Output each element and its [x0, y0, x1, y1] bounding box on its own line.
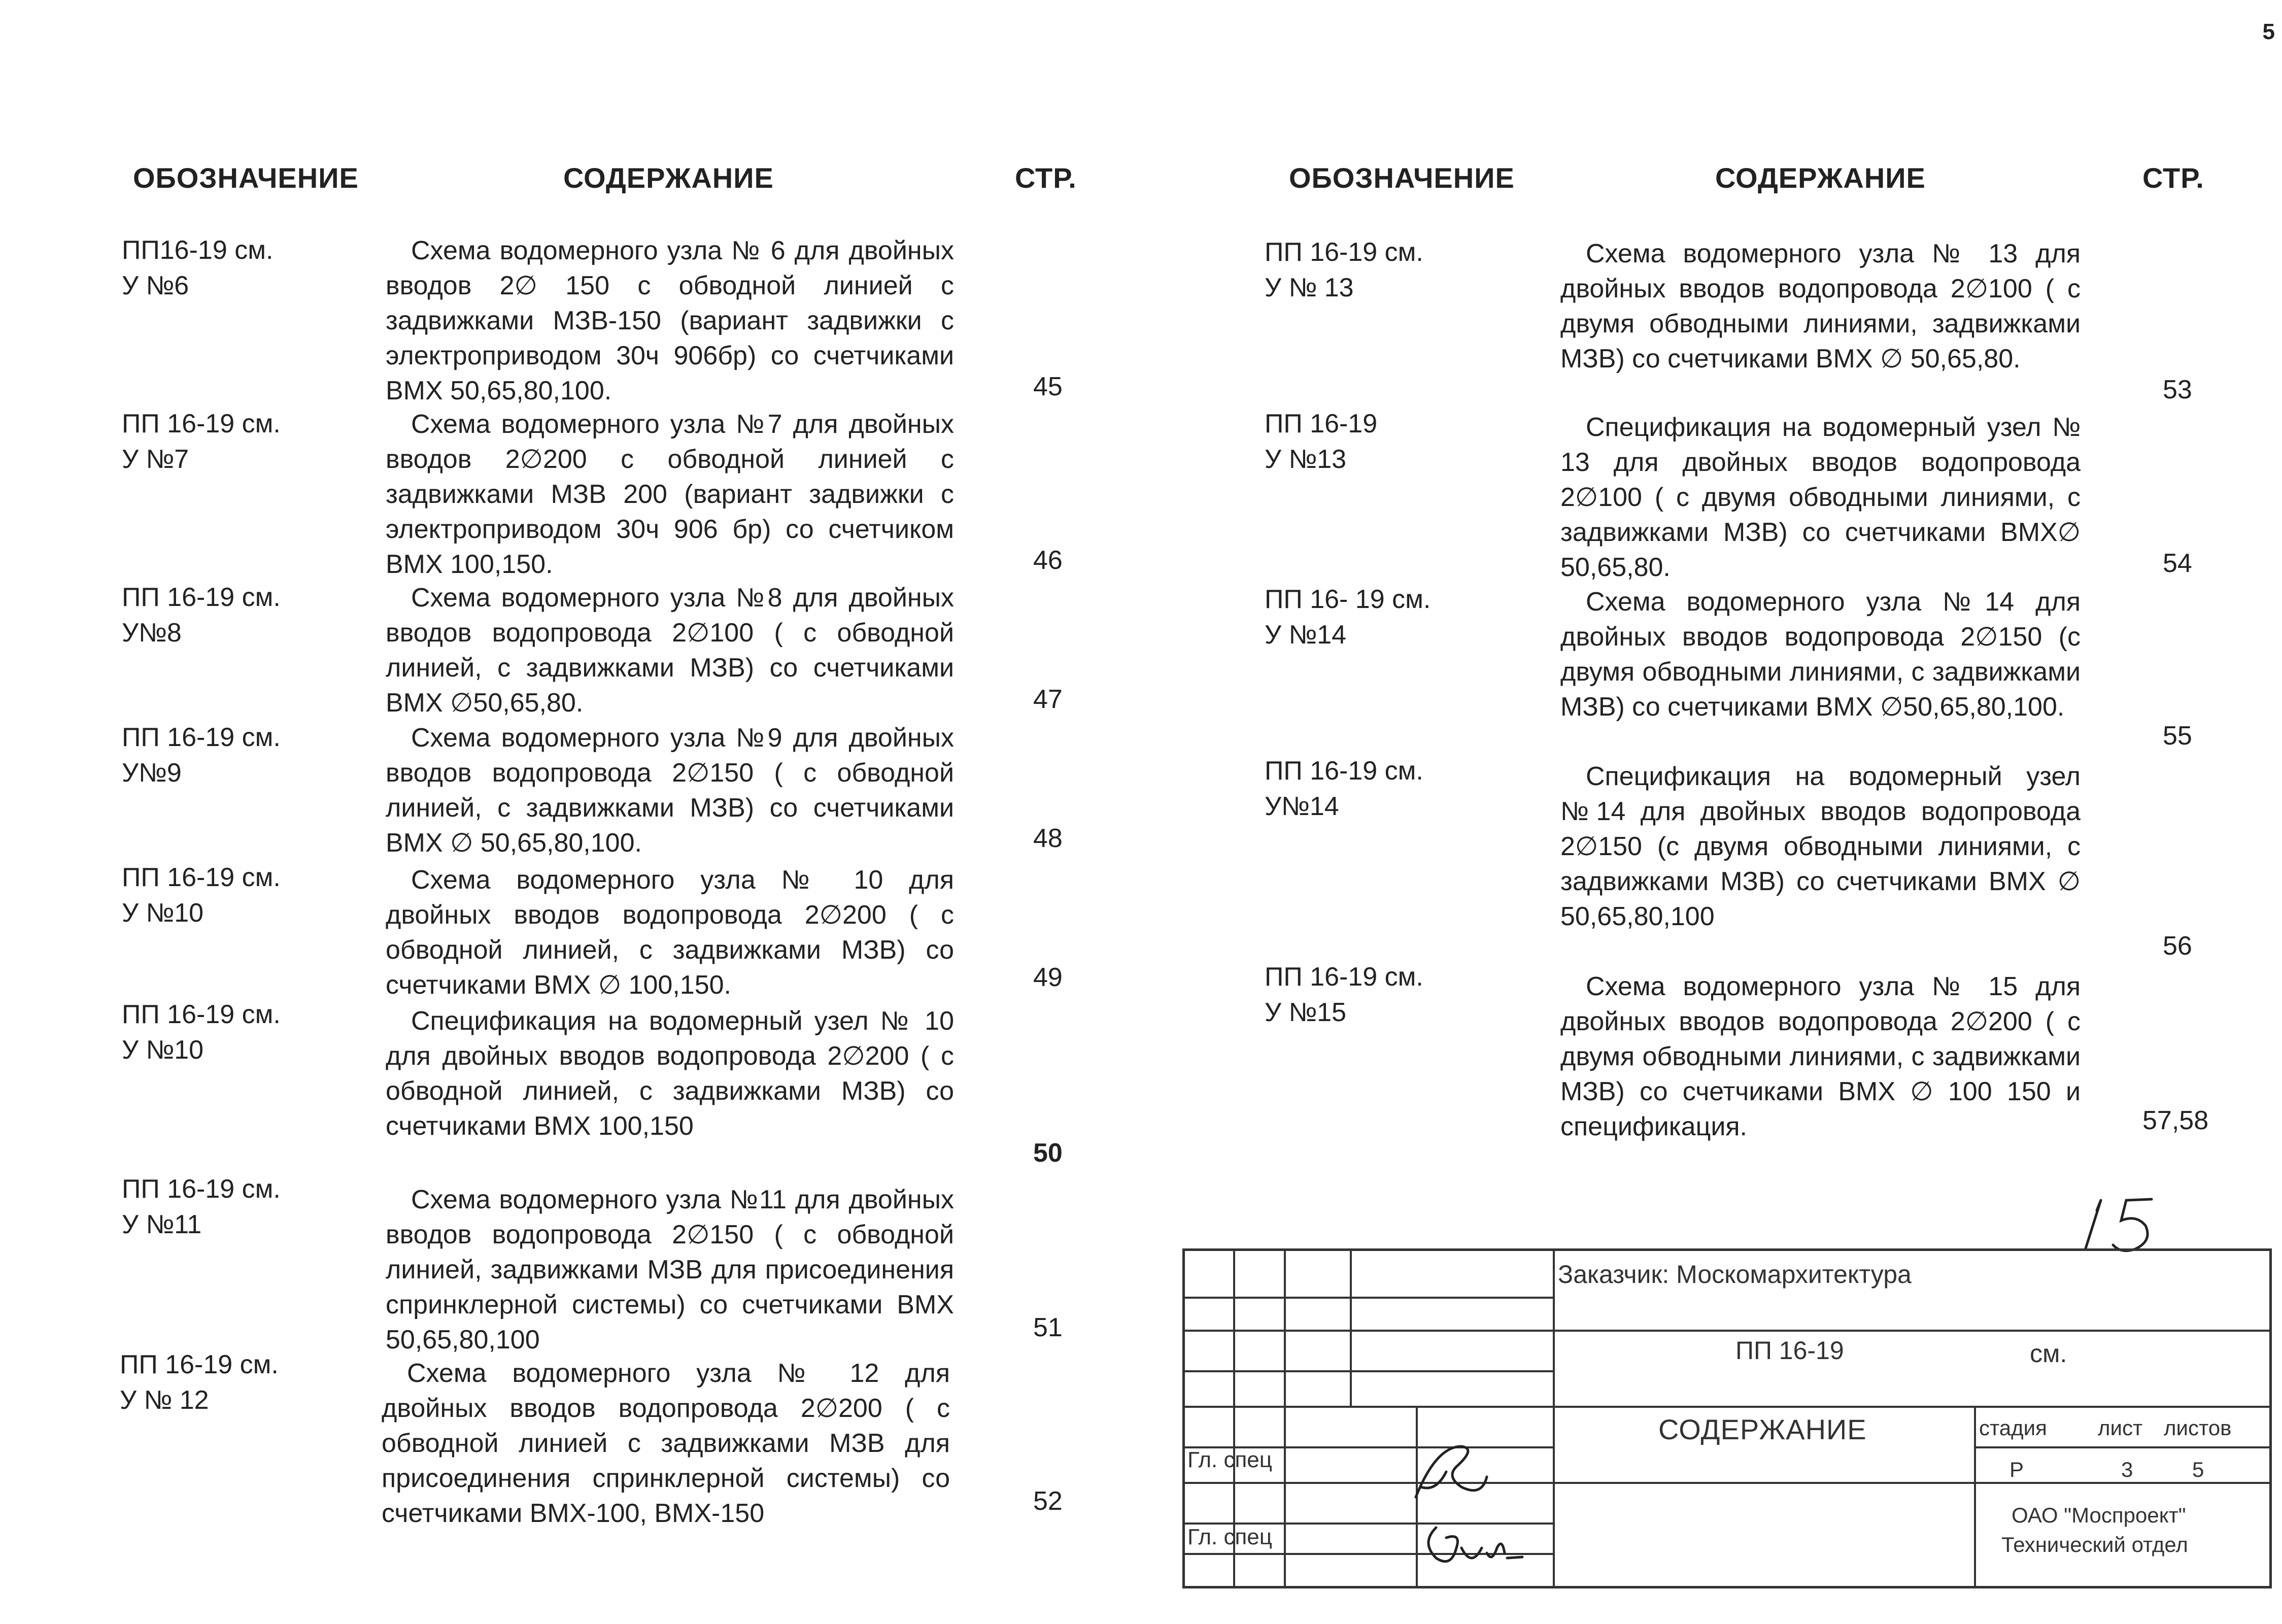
left-entry-description: Схема водомерного узла № 6 для двойных вводов 2∅ 150 с обводной линией с задвижками МЗВ-150 (вариант задвижки с электроприводом 30ч 906бр) со счетчиками ВМХ 50,65,80,100. [386, 236, 954, 405]
handwritten-sheet-mark [2070, 1190, 2157, 1256]
header-content-right: СОДЕРЖАНИЕ [1715, 162, 1926, 194]
right-entry-page: 54 [2163, 549, 2192, 578]
header-designation-right: ОБОЗНАЧЕНИЕ [1289, 162, 1515, 194]
right-entry: ПП 16-19 см. У № 13 [1265, 238, 1423, 302]
stage-label: стадия [1979, 1416, 2047, 1440]
header-content-left: СОДЕРЖАНИЕ [563, 162, 774, 194]
header-page-right: СТР. [2142, 162, 2204, 194]
left-entry-description: Схема водомерного узла №9 для двойных вводов водопровода 2∅150 ( с обводной линией, с задвижками МЗВ) со счетчиками ВМХ ∅ 50,65,80,100. [386, 723, 954, 858]
signature-1 [1406, 1436, 1507, 1507]
left-entry-page: 48 [1033, 824, 1063, 853]
header-designation-left: ОБОЗНАЧЕНИЕ [133, 162, 359, 194]
left-entry-page: 52 [1033, 1486, 1063, 1516]
right-entry-description: Схема водомерного узла № 13 для двойных вводов водопровода 2∅100 ( с двумя обводными линиями, задвижками МЗВ) со счетчиками ВМХ ∅ 50,65,80. [1560, 239, 2081, 374]
left-entry: ПП 16-19 см. У №10 [122, 863, 281, 928]
header-page-left: СТР. [1015, 162, 1077, 194]
role-1: Гл. спец [1187, 1447, 1272, 1472]
right-entry: ПП 16-19 см. У №15 [1265, 962, 1423, 1027]
document-code: ПП 16-19 [1735, 1336, 1844, 1365]
page-number: 5 [2262, 19, 2275, 44]
department: Технический отдел [2001, 1533, 2188, 1557]
right-entry: ПП 16- 19 см. У №14 [1265, 585, 1431, 650]
left-entry: ПП16-19 см. У №6 [122, 235, 274, 300]
sheets-value: 5 [2192, 1458, 2204, 1481]
left-entry: ПП 16-19 см. У №10 [122, 1000, 281, 1065]
left-entry-description: Схема водомерного узла №7 для двойных вводов 2∅200 с обводной линией с задвижками МЗВ 200 (вариант задвижки с электроприводом 30ч 906 бр) со счетчиком ВМХ 100,150. [386, 410, 954, 579]
left-entry-description: Схема водомерного узла №8 для двойных вводов водопровода 2∅100 ( с обводной линией, с задвижками МЗВ) со счетчиками ВМХ ∅50,65,80. [386, 583, 954, 718]
left-entry-description: Схема водомерного узла № 10 для двойных вводов водопровода 2∅200 ( с обводной линией, с задвижками МЗВ) со счетчиками ВМХ ∅ 100,150. [386, 865, 954, 1000]
role-2: Гл. спец [1187, 1525, 1272, 1549]
left-entry-description: Схема водомерного узла №11 для двойных вводов водопровода 2∅150 ( с обводной линией, задвижками МЗВ для присоединения спринклерной системы) со счетчиками ВМХ 50,65,80,100 [386, 1185, 954, 1355]
stage-value: Р [2009, 1458, 2024, 1481]
left-entry-description: Схема водомерного узла № 12 для двойных вводов водопровода 2∅200 ( с обводной линией с задвижками МЗВ для присоединения спринклерной системы) со счетчиками ВМХ-100, ВМХ-150 [382, 1359, 950, 1528]
left-entry-page: 49 [1033, 963, 1063, 992]
right-entry: ПП 16-19 У №13 [1265, 409, 1378, 474]
left-entry-page: 51 [1033, 1313, 1063, 1342]
document-suffix: см. [2030, 1339, 2067, 1368]
left-entry: ПП 16-19 см. У №7 [122, 409, 281, 474]
sheets-label: листов [2164, 1416, 2232, 1440]
organization: ОАО "Моспроект" [2012, 1503, 2186, 1527]
left-entry-page: 45 [1033, 372, 1063, 401]
customer: Заказчик: Москомархитектура [1558, 1260, 1912, 1289]
left-entry-page: 47 [1033, 685, 1063, 714]
right-entry-page: 53 [2163, 375, 2192, 404]
left-entry-description: Спецификация на водомерный узел № 10 для двойных вводов водопровода 2∅200 ( с обводной линией, с задвижками МЗВ) со счетчиками ВМХ 100,150 [386, 1006, 954, 1141]
right-entry-description: Спецификация на водомерный узел № 13 для двойных вводов водопровода 2∅100 ( с двумя обводными линиями, с задвижками МЗВ) со счетчиками ВМХ∅ 50,65,80. [1560, 413, 2081, 582]
right-entry-page: 55 [2163, 721, 2192, 751]
left-entry: ПП 16-19 см. У № 12 [120, 1350, 279, 1415]
right-entry-description: Схема водомерного узла №14 для двойных вводов водопровода 2∅150 (с двумя обводными линиями, с задвижками МЗВ) со счетчиками ВМХ ∅50,65,80,100. [1560, 587, 2081, 722]
right-entry-page: 56 [2163, 931, 2192, 961]
right-entry-description: Схема водомерного узла № 15 для двойных вводов водопровода 2∅200 ( с двумя обводными линиями, с задвижками МЗВ) со счетчиками ВМХ ∅ 100 150 и спецификация. [1560, 972, 2081, 1141]
signature-2 [1416, 1517, 1527, 1578]
sheet-value: 3 [2121, 1458, 2133, 1481]
left-entry-page: 46 [1033, 546, 1063, 575]
right-entry-description: Спецификация на водомерный узел №14 для двойных вводов водопровода 2∅150 (с двумя обводными линиями, с задвижками МЗВ) со счетчиками ВМХ ∅ 50,65,80,100 [1560, 762, 2081, 931]
right-entry: ПП 16-19 см. У№14 [1265, 756, 1423, 821]
sheet-label: лист [2098, 1416, 2143, 1440]
left-entry: ПП 16-19 см. У №11 [122, 1174, 281, 1239]
left-entry: ПП 16-19 см. У№9 [122, 723, 281, 788]
document-title: СОДЕРЖАНИЕ [1658, 1413, 1867, 1445]
right-entry-page: 57,58 [2142, 1106, 2209, 1135]
left-entry: ПП 16-19 см. У№8 [122, 583, 281, 648]
left-entry-page: 50 [1033, 1138, 1063, 1168]
